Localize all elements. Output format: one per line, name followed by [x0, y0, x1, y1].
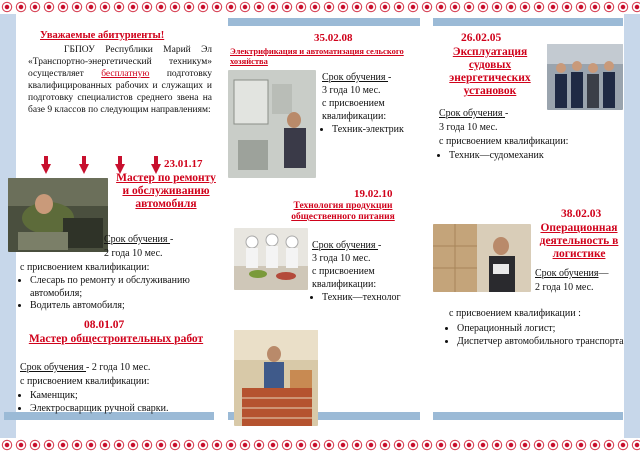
term-line — [104, 234, 173, 247]
bottom-ornament-border — [0, 438, 640, 452]
arrow-down-icon — [41, 164, 51, 174]
program-title: Операционная деятельность в логистике — [539, 222, 619, 260]
intro-free-word: бесплатную — [101, 69, 150, 79]
program-title: Электрификация и автоматизация сельского хозяйства — [230, 46, 404, 66]
qualification-label: с присвоением квалификации: — [20, 376, 150, 387]
qualification-item: • Техник—судомеханик — [449, 150, 629, 163]
qualification-item: • Операционный логист; — [457, 323, 635, 336]
term-dash: - — [505, 108, 509, 119]
program-code: 35.02.08 — [314, 32, 353, 44]
program-code: 23.01.17 — [164, 158, 203, 170]
term-value: 2 года 10 мес. — [104, 248, 163, 259]
bricklaying-photo — [234, 330, 318, 426]
qualification-list — [308, 292, 432, 305]
greeting-heading: Уважаемые абитуриенты! — [40, 30, 165, 41]
qualification-item: • Водитель автомобиля; — [30, 300, 228, 313]
qualification-list — [443, 323, 635, 348]
term-dash: — — [598, 268, 609, 279]
intro-part2: подготовку квалифицированных рабочих и служащих и подготовку специалистов среднего звена на базе 9 классов по следующим направлениям: — [28, 69, 212, 115]
term-dash: - — [86, 362, 92, 373]
logistics-photo — [433, 224, 531, 292]
term-value: 2 года 10 мес. — [91, 362, 151, 373]
column-1 — [16, 14, 216, 438]
program-code: 26.02.05 — [461, 32, 502, 44]
program-title: Мастер по ремонту и обслуживанию автомобиля — [116, 172, 216, 210]
term-label: Срок обучения — [20, 362, 87, 373]
program-code: 19.02.10 — [354, 188, 393, 200]
car-repair-photo — [8, 178, 108, 252]
column-2 — [228, 14, 420, 438]
qualification-label: с присвоением квалификации: — [312, 266, 377, 290]
column-3 — [433, 14, 623, 438]
qualification-item: • Диспетчер автомобильного транспорта — [457, 336, 635, 349]
arrow-down-icon — [79, 164, 89, 174]
qualification-list — [16, 275, 228, 313]
qualification-list — [318, 124, 432, 137]
qualification-list — [435, 150, 629, 163]
term-value: 3 года 10 мес. — [312, 253, 371, 264]
cooking-photo — [234, 228, 308, 290]
term-label: Срок обучения — [535, 268, 599, 279]
term-label: Срок обучения — [104, 234, 171, 245]
term-value: 3 года 10 мес. — [322, 85, 381, 96]
program-title: Мастер общестроительных работ — [28, 333, 204, 345]
qualification-label: с присвоением квалификации: — [439, 136, 569, 147]
term-line — [20, 362, 150, 375]
term-dash: - — [170, 234, 174, 245]
term-line — [322, 72, 391, 85]
qualification-item: • Техник—технолог — [322, 292, 432, 305]
qualification-item: • Каменщик; — [30, 390, 228, 403]
top-ornament-border — [0, 0, 640, 14]
term-value: 3 года 10 мес. — [439, 122, 498, 133]
intro-part1: ГБПОУ Республики Марий Эл «Транспортно-энергетический техникум» осуществляет — [28, 45, 212, 79]
term-dash: - — [388, 72, 392, 83]
term-value: 2 года 10 мес. — [535, 282, 594, 293]
term-label: Срок обучения — [322, 72, 389, 83]
qualification-item: • Слесарь по ремонту и обслуживанию автомобиля; — [30, 275, 228, 300]
term-dash: - — [378, 240, 382, 251]
term-label: Срок обучения — [439, 108, 506, 119]
qualification-list — [16, 390, 228, 415]
term-line — [312, 240, 381, 253]
intro-paragraph — [28, 44, 212, 116]
term-line — [535, 268, 609, 281]
electrician-photo — [228, 70, 316, 178]
qualification-label: с присвоением квалификации : — [449, 308, 581, 319]
term-label: Срок обучения — [312, 240, 379, 251]
program-title: Технология продукции общественного питания — [291, 201, 395, 222]
program-title: Эксплуатация судовых энергетических установок — [449, 46, 531, 97]
qualification-item: • Техник-электрик — [332, 124, 432, 137]
right-blue-band — [624, 14, 640, 438]
qualification-label: с присвоением квалификации: — [322, 98, 387, 122]
program-code: 08.01.07 — [84, 319, 125, 331]
qualification-label: с присвоением квалификации: — [20, 262, 150, 273]
qualification-item: • Электросварщик ручной сварки. — [30, 403, 228, 416]
ship-engineers-photo — [547, 44, 623, 110]
program-code: 38.02.03 — [561, 208, 602, 220]
term-line — [439, 108, 508, 121]
